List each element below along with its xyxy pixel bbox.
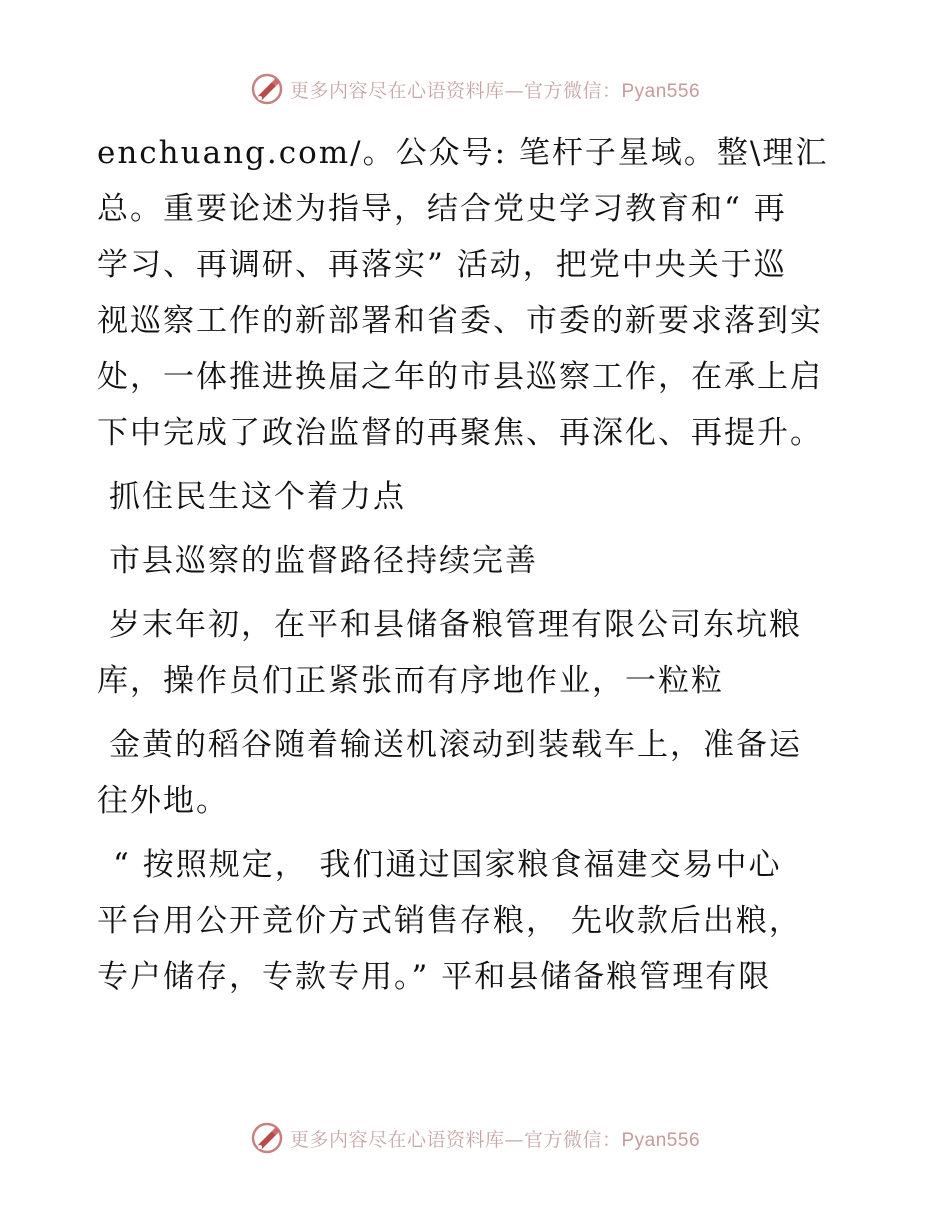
text-line: 金黄的稻谷随着输送机滚动到装载车上，准备运 bbox=[109, 727, 802, 763]
text-line: 总。重要论述为指导，结合党史学习教育和“ 再 bbox=[97, 191, 787, 227]
text-line: 平台用公开竞价方式销售存粮， 先收款后出粮， bbox=[97, 903, 802, 939]
paragraph bbox=[97, 597, 857, 709]
text-line: 岁末年初，在平和县储备粮管理有限公司东坑粮 bbox=[109, 607, 802, 643]
wechat-id: Pyan556 bbox=[621, 1129, 701, 1151]
text-line: enchuang.com/。公众号: 笔杆子星域。整\理汇 bbox=[97, 135, 829, 171]
document-body bbox=[97, 125, 857, 1005]
header-banner bbox=[0, 72, 950, 106]
text-line: 学习、再调研、再落实” 活动，把党中央关于巡 bbox=[97, 247, 787, 283]
text-line: “ 按照规定， 我们通过国家粮食福建交易中心 bbox=[113, 847, 782, 883]
text-line: 抓住民生这个着力点 bbox=[109, 479, 406, 515]
paragraph bbox=[97, 717, 857, 829]
wechat-id: Pyan556 bbox=[621, 80, 701, 102]
section-heading bbox=[97, 469, 857, 525]
text-line: 库，操作员们正紧张而有序地作业，一粒粒 bbox=[97, 663, 724, 699]
paragraph bbox=[97, 837, 857, 1005]
pen-logo-icon bbox=[250, 72, 284, 106]
text-line: 往外地。 bbox=[97, 783, 229, 819]
text-line: 下中完成了政治监督的再聚焦、再深化、再提升。 bbox=[97, 415, 823, 451]
paragraph bbox=[97, 125, 857, 461]
footer-banner bbox=[0, 1121, 950, 1155]
text-line: 市县巡察的监督路径持续完善 bbox=[109, 543, 538, 579]
pen-logo-icon bbox=[250, 1121, 284, 1155]
banner-text: 更多内容尽在心语资料库—官方微信：Pyan556 bbox=[289, 79, 701, 102]
section-heading bbox=[97, 533, 857, 589]
text-line: 专户储存，专款专用。” 平和县储备粮管理有限 bbox=[97, 959, 772, 995]
text-line: 处，一体推进换届之年的市县巡察工作，在承上启 bbox=[97, 359, 823, 395]
banner-text: 更多内容尽在心语资料库—官方微信：Pyan556 bbox=[289, 1128, 701, 1151]
text-line: 视巡察工作的新部署和省委、市委的新要求落到实 bbox=[97, 303, 823, 339]
